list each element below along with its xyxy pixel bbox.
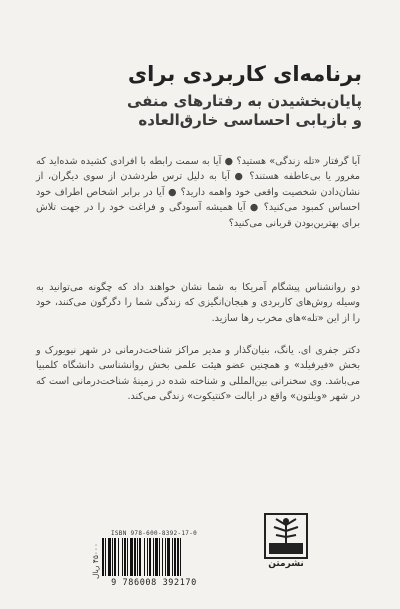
- barcode-bar: [137, 538, 138, 576]
- barcode-bar: [153, 538, 154, 576]
- authors-paragraph: دکتر جفری ای. یانگ، بنیان‌گذار و مدیر مراکز شناخت‌درمانی در شهر نیویورک و بخش «فیرفیلد» و همچنین عضو هیئت علمی بخش روانشناسی دانشگاه کلمبیا می‌باشد. وی سخنرانی بین‌المللی و شناخته شده در زمینهٔ شناخت‌درمانی است که در شهر «ویلتون» واقع در ایالت «کنتیکوت» زندگی می‌کند.: [36, 345, 360, 403]
- barcode-bar: [130, 538, 133, 576]
- barcode-bar: [165, 538, 166, 576]
- barcode-bar: [159, 538, 160, 576]
- barcode-bar: [114, 538, 116, 576]
- barcode-bar: [180, 538, 181, 576]
- barcode-bar: [155, 538, 158, 576]
- barcode-bar: [108, 538, 111, 576]
- barcode-bar: [174, 538, 176, 576]
- promise-paragraph: دو روانشناس پیشگام آمریکا به شما نشان خواهند داد که چگونه می‌توانید به وسیله روش‌های کاربردی و هیجان‌انگیزی که زندگی شما را دگرگون می‌کنند، خود را از این «تله»های مخرب رها سازید.: [36, 282, 360, 324]
- barcode-bar: [127, 538, 128, 576]
- barcode: [96, 530, 212, 586]
- barcode-number: 9 786008 392170: [111, 578, 197, 588]
- publisher-name: نشرمتن: [268, 559, 304, 569]
- barcode-bar: [147, 538, 148, 576]
- price-label: ۴۵۰۰۰ ریال: [91, 543, 100, 579]
- barcode-bar: [122, 538, 123, 576]
- isbn-label: ISBN 978-600-8392-17-0: [110, 530, 198, 537]
- barcode-bar: [172, 538, 173, 576]
- barcode-bar: [167, 538, 170, 576]
- barcode-bar: [134, 538, 136, 576]
- barcode-bar: [105, 538, 106, 576]
- barcode-bar: [177, 538, 179, 576]
- book-subtitle: [32, 92, 362, 130]
- barcode-bar: [112, 538, 113, 576]
- barcode-bar: [162, 538, 163, 576]
- barcode-bar: [102, 538, 104, 576]
- questions-paragraph: آیا گرفتار «تله زندگی» هستید؟ ● آیا به سمت رابطه با افرادی کشیده شده‌اید که مغرور یا بی‌عاطفه هستند؟ ● آیا به دلیل ترس طردشدن از سوی دیگران، از نشان‌دادن شخصیت واقعی خود واهمه دارید؟ ● آیا در برابر اشخاص اطراف خود احساس کمبود می‌کنید؟ ● آیا همیشه آسودگی و فراغت خود را در جهت تلاش برای بهترین‌بودن قربانی می‌کنید؟: [36, 156, 360, 229]
- barcode-bar: [118, 538, 119, 576]
- barcode-bar: [139, 538, 141, 576]
- barcode-bar: [144, 538, 145, 576]
- barcode-bar: [124, 538, 126, 576]
- barcode-bar: [149, 538, 151, 576]
- publisher-logo: [264, 513, 308, 575]
- subtitle-line-1: پایان‌بخشیدن به رفتارهای منفی: [126, 92, 362, 110]
- book-title: برنامه‌ای کاربردی برای: [127, 62, 362, 86]
- barcode-bars: [100, 538, 208, 578]
- book-tree-icon: [264, 513, 308, 559]
- subtitle-line-2: و بازیابی احساسی خارق‌العاده: [138, 111, 362, 129]
